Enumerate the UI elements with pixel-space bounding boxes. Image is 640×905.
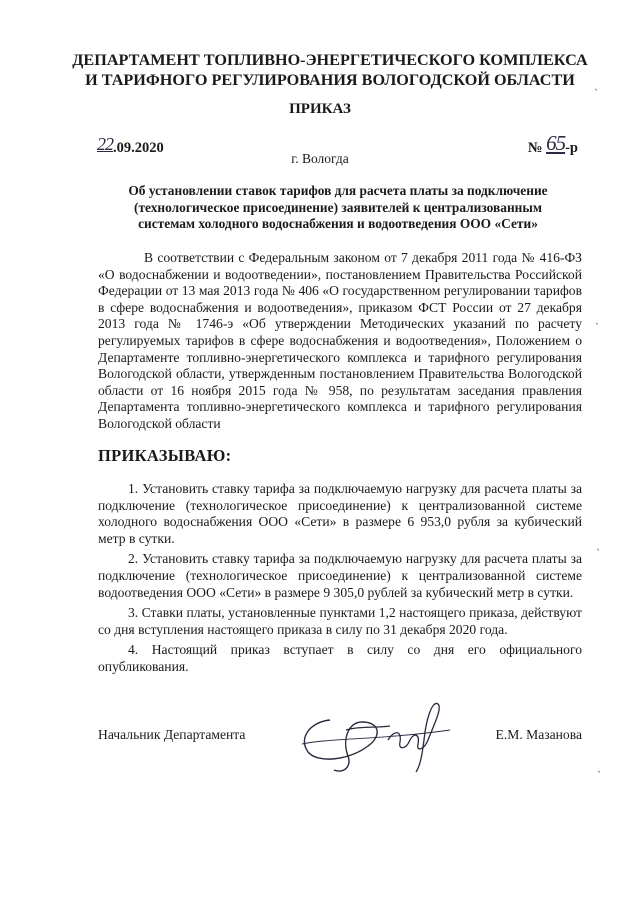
handwritten-signature [290, 700, 460, 780]
subject-line-2: (технологическое присоединение) заявителей к централизованным [134, 199, 542, 215]
order-items [98, 481, 582, 680]
order-item-4: 4. Настоящий приказ вступает в силу со дня его официального опубликования. [98, 642, 582, 674]
order-word: ПРИКАЗЫВАЮ: [98, 446, 232, 465]
header-line-2: И ТАРИФНОГО РЕГУЛИРОВАНИЯ ВОЛОГОДСКОЙ ОБЛАСТИ [85, 71, 575, 89]
number-prefix: № [527, 140, 543, 156]
preamble-text: В соответствии с Федеральным законом от 7 декабря 2011 года № 416-ФЗ «О водоснабжении и водоотведении», постановлением Правительства Российской Федерации от 13 мая 2013 года № 406 «О государственном регулировании тарифов в сфере водоснабжения и водоотведения», приказом ФСТ России от 27 декабря 2013 года № 1746-э «Об утверждении Методических указаний по расчету регулируемых тарифов в сфере водоснабжения и водоотведения», Положением о Департаменте топливно-энергетического комплекса и тарифного регулирования Вологодской области, утвержденным постановлением Правительства Вологодской области от 16 ноября 2015 года № 958, по результатам заседания правления Департамента топливно-энергетического комплекса и тарифного регулирования Вологодской области [98, 250, 582, 431]
department-header [70, 50, 590, 90]
subject-line-1: Об установлении ставок тарифов для расчета платы за подключение [128, 183, 548, 198]
subject-line-3: системам холодного водоснабжения и водоотведения ООО «Сети» [138, 216, 538, 231]
order-title: ПРИКАЗ [289, 101, 351, 117]
scan-mark: ˎ [594, 80, 599, 91]
header-line-1: ДЕПАРТАМЕНТ ТОПЛИВНО-ЭНЕРГЕТИЧЕСКОГО КОМПЛЕКСА [72, 51, 588, 69]
number-handwritten: 65 [546, 131, 566, 155]
scan-mark: ˎ [595, 314, 600, 325]
scan-mark: ˎ [597, 762, 602, 773]
city: г. Вологда [291, 151, 349, 166]
signatory-position: Начальник Департамента [98, 727, 246, 742]
number-suffix: -р [565, 140, 578, 156]
preamble [98, 250, 582, 433]
order-subject [98, 183, 578, 233]
date-rest: .09.2020 [113, 140, 164, 156]
order-item-3: 3. Ставки платы, установленные пунктами 1,2 настоящего приказа, действуют со дня вступления настоящего приказа в силу по 31 декабря 2020 года. [98, 605, 582, 637]
scan-mark: ˎ [596, 540, 601, 551]
order-item-2: 2. Установить ставку тарифа за подключаемую нагрузку для расчета платы за подключение (технологическое присоединение) к централизованной системе водоотведения ООО «Сети» в размере 9 305,0 рублей за кубический метр в сутки. [98, 551, 582, 600]
date-day-handwritten: 22 [97, 134, 113, 154]
signatory-name: Е.М. Мазанова [495, 727, 582, 742]
order-item-1: 1. Установить ставку тарифа за подключаемую нагрузку для расчета платы за подключение (технологическое присоединение) к централизованной системе холодного водоснабжения ООО «Сети» в размере 6 953,0 рубля за кубический метр в сутки. [98, 481, 582, 546]
